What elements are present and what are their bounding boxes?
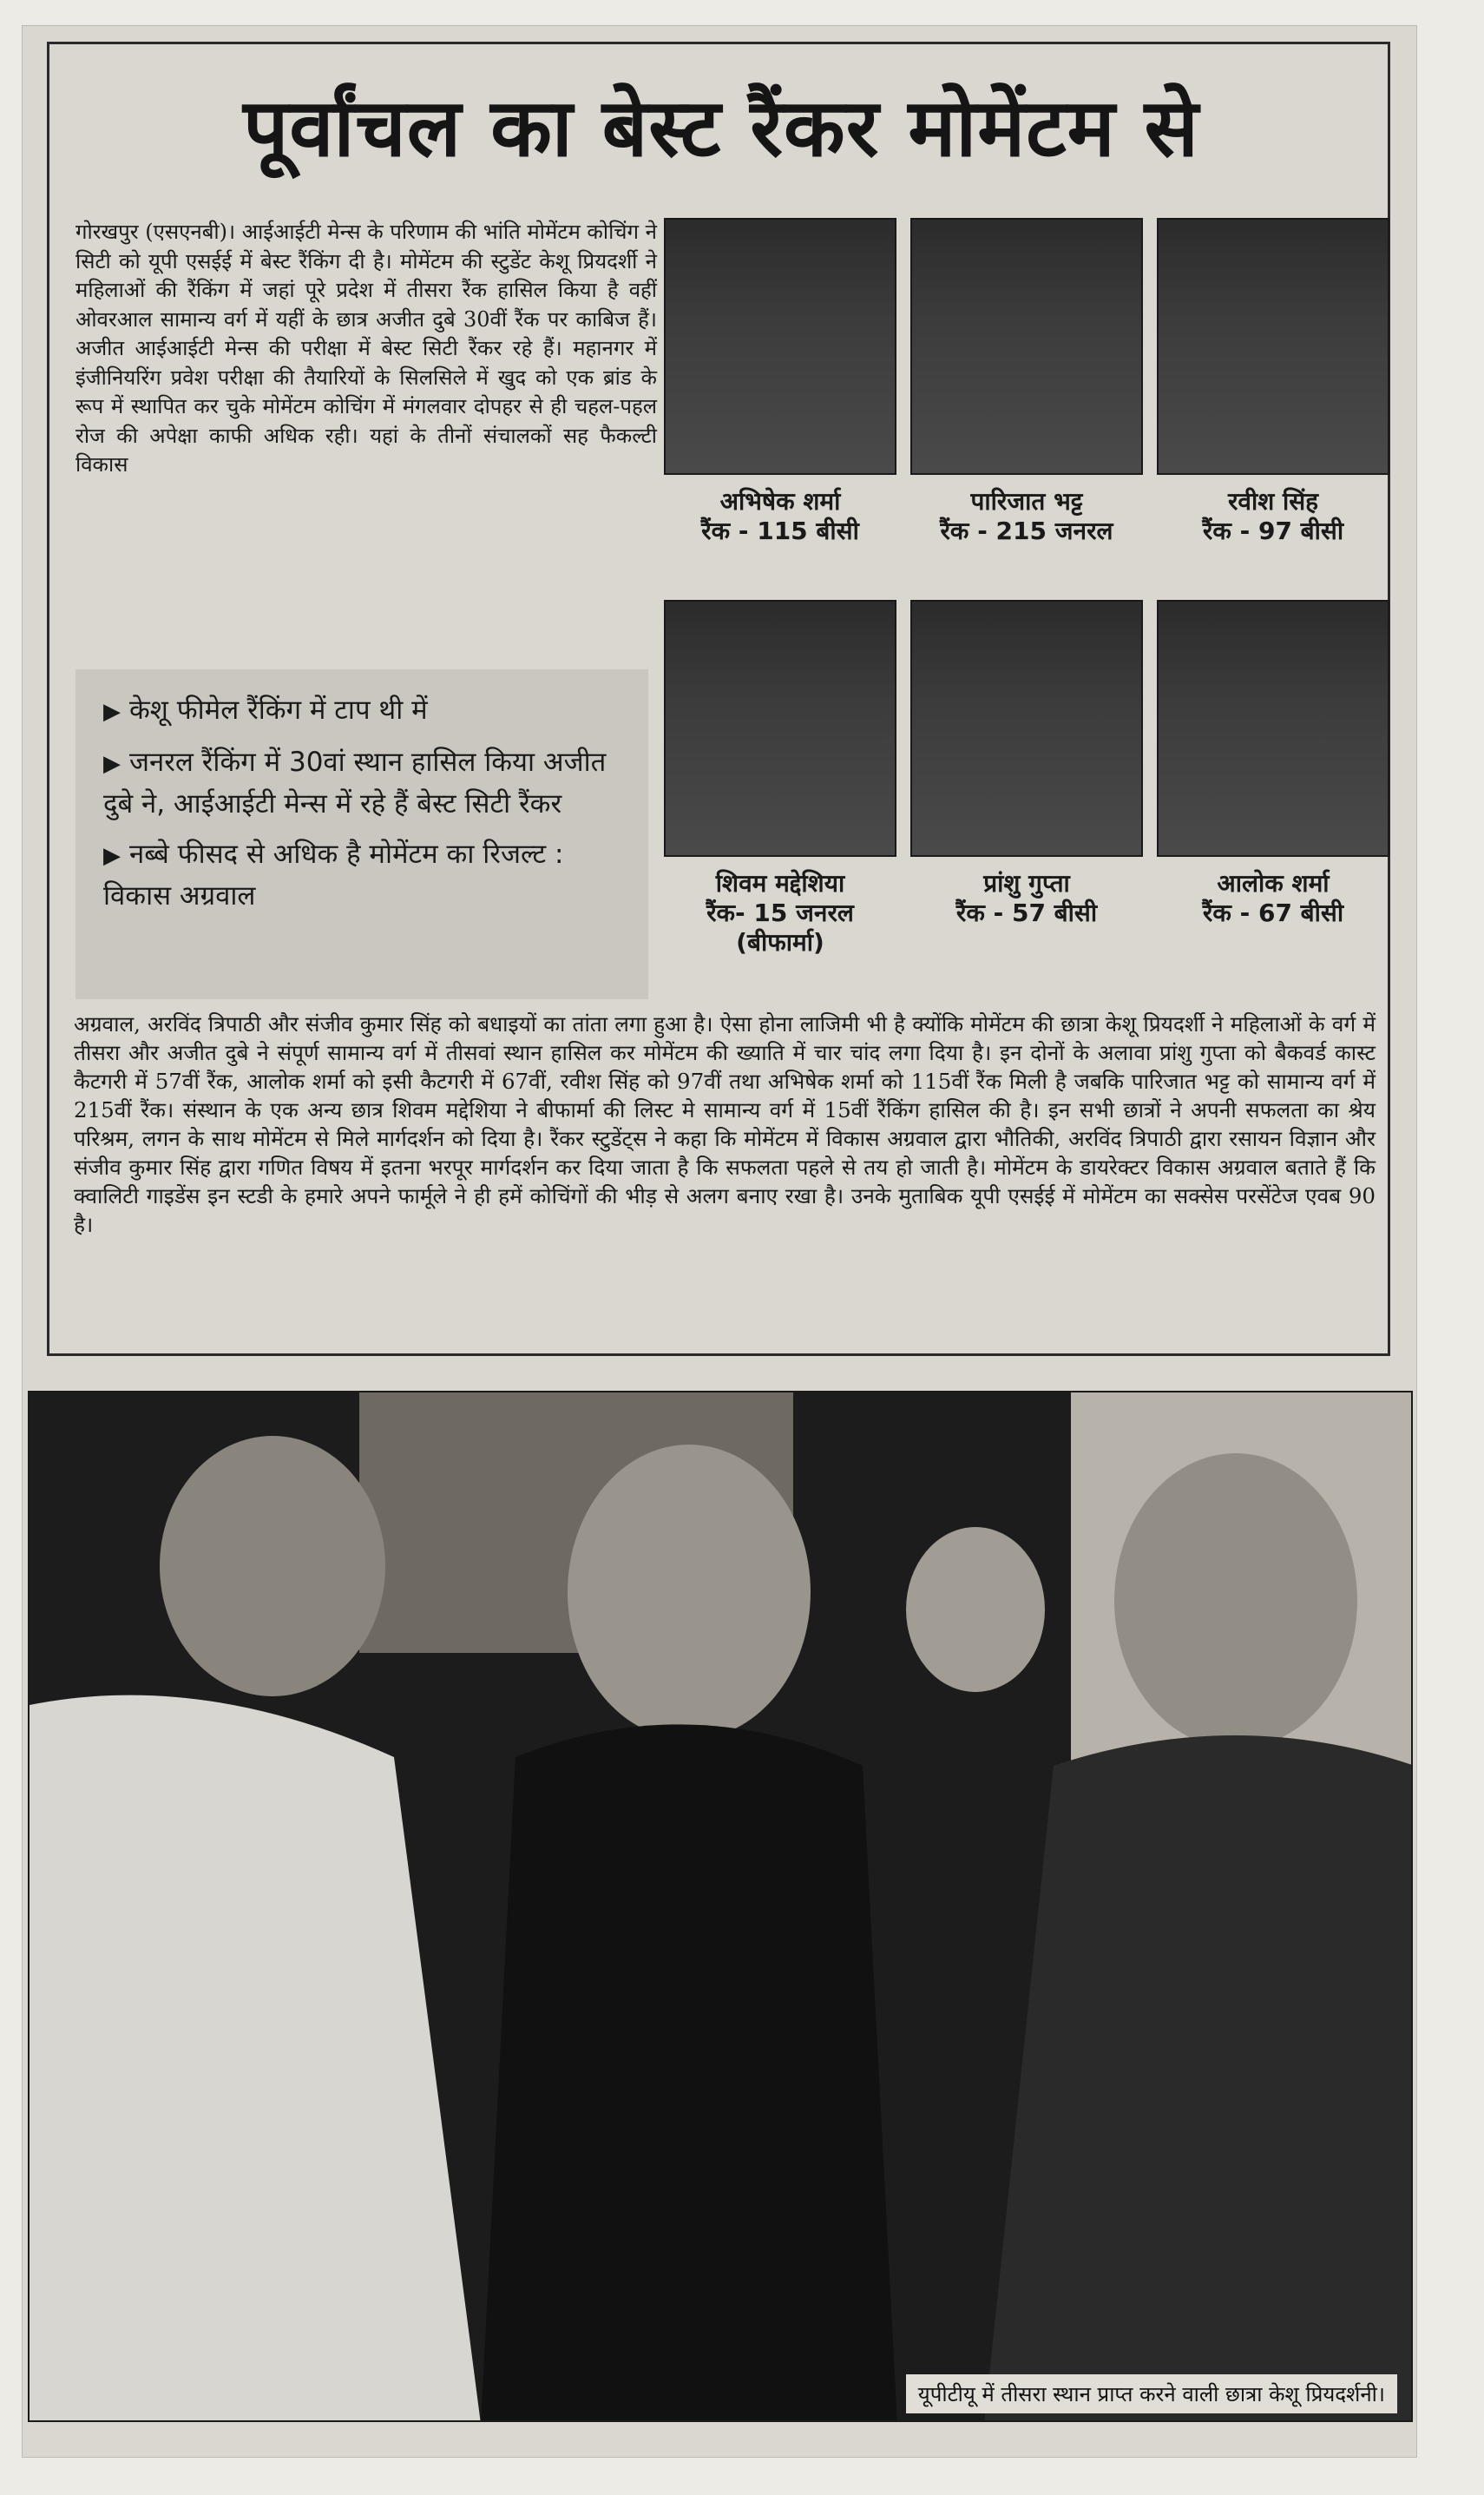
student-card [664, 218, 896, 546]
headline: पूर्वांचल का बेस्ट रैंकर मोमेंटम से [243, 82, 1199, 174]
arrow-bullet-icon: ▶ [103, 751, 121, 777]
article-box [47, 42, 1390, 1356]
student-rank: रैंक - 67 बीसी [1202, 899, 1344, 927]
student-name: आलोक शर्मा [1217, 869, 1330, 898]
student-rank: रैंक - 97 बीसी [1202, 517, 1344, 545]
student-card [910, 600, 1143, 928]
student-card [664, 600, 896, 958]
highlight-text: केशू फीमेल रैंकिंग में टाप थी में [129, 695, 428, 726]
newspaper-clipping [23, 26, 1416, 2457]
student-name: शिवम मद्देशिया [715, 869, 845, 898]
student-name: अभिषेक शर्मा [719, 487, 841, 516]
celebration-photo-art [30, 1392, 1413, 2422]
student-rank: रैंक- 15 जनरल (बीफार्मा) [706, 899, 854, 957]
student-portrait [910, 600, 1143, 857]
student-portrait [1157, 600, 1389, 857]
photo-caption: यूपीटीयू में तीसरा स्थान प्राप्त करने वाली छात्रा केशू प्रियदर्शनी। [906, 2374, 1397, 2413]
student-name: रवीश सिंह [1227, 487, 1319, 516]
highlight-text: जनरल रैंकिंग में 30वां स्थान हासिल किया अजीत दुबे ने, आईआईटी मेन्स में रहे हैं बेस्ट सिटी रैंकर [103, 747, 607, 820]
student-card [910, 218, 1143, 546]
student-photo-grid [664, 218, 1384, 999]
arrow-bullet-icon: ▶ [103, 843, 121, 869]
highlight-item [103, 834, 627, 916]
student-card [1157, 600, 1389, 928]
highlights-box [76, 669, 648, 999]
student-rank: रैंक - 115 बीसी [701, 517, 859, 545]
lead-paragraph: गोरखपुर (एसएनबी)। आईआईटी मेन्स के परिणाम की भांति मोमेंटम कोचिंग ने सिटी को यूपी एसईई में बेस्ट रैंकिंग दी है। मोमेंटम की स्टुडेंट केशू प्रियदर्शी ने महिलाओं की रैंकिंग में जहां पूरे प्रदेश में तीसरा रैंक हासिल किया है वहीं ओवरआल सामान्य वर्ग में यहीं के छात्र अजीत दुबे 30वीं रैंक पर काबिज हैं। अजीत आईआईटी मेन्स की परीक्षा में बेस्ट सिटी रैंकर रहे हैं। महानगर में इंजीनियरिंग प्रवेश परीक्षा की तैयारियों के सिलसिले में खुद को एक ब्रांड के रूप में स्थापित कर चुके मोमेंटम कोचिंग में मंगलवार दोपहर से ही चहल-पहल रोज की अपेक्षा काफी अधिक रही। यहां के तीनों संचालकों सह फैकल्टी विकास [76, 220, 657, 477]
student-portrait [664, 600, 896, 857]
student-rank: रैंक - 215 जनरल [940, 517, 1113, 545]
student-portrait [1157, 218, 1389, 475]
body-paragraph: अग्रवाल, अरविंद त्रिपाठी और संजीव कुमार सिंह को बधाइयों का तांता लगा हुआ है। ऐसा होना लाजिमी भी है क्योंकि मोमेंटम की छात्रा केशू प्रियदर्शी ने महिलाओं के वर्ग में तीसरा और अजीत दुबे ने संपूर्ण सामान्य वर्ग में तीसवां स्थान हासिल कर मोमेंटम की ख्याति में चार चांद लगा दिया है। इन दोनों के अलावा प्रांशु गुप्ता को बैकवर्ड कास्ट कैटगरी में 57वीं रैंक, आलोक शर्मा को इसी कैटगरी में 67वीं, रवीश सिंह को 97वीं तथा अभिषेक शर्मा को 115वीं रैंक मिली है जबकि पारिजात भट्ट को सामान्य वर्ग में 215वीं रैंक। संस्थान के एक अन्य छात्र शिवम मद्देशिया ने बीफार्मा की लिस्ट मे सामान्य वर्ग में 15वीं रैंकिंग हासिल की है। इन सभी छात्रों ने अपनी सफलता का श्रेय परिश्रम, लगन के साथ मोमेंटम से मिले मार्गदर्शन को दिया है। रैंकर स्टुडेंट्स ने कहा कि मोमेंटम में विकास अग्रवाल द्वारा भौतिकी, अरविंद त्रिपाठी द्वारा रसायन विज्ञान और संजीव कुमार सिंह द्वारा गणित विषय में इतना भरपूर मार्गदर्शन कर दिया जाता है कि सफलता पहले से तय हो जाती है। मोमेंटम के डायरेक्टर विकास अग्रवाल बताते हैं कि क्वालिटी गाइडेंस इन स्टडी के हमारे अपने फार्मूले ने ही हमें कोचिंगों की भीड़ से अलग बनाए रखा है। उनके मुताबिक यूपी एसईई में मोमेंटम का सक्सेस परसेंटेज एवब 90 है। [74, 1011, 1376, 1237]
student-name: पारिजात भट्ट [970, 487, 1083, 516]
student-name: प्रांशु गुप्ता [983, 869, 1070, 898]
highlight-text: नब्बे फीसद से अधिक है मोमेंटम का रिजल्ट : विकास अग्रवाल [103, 839, 564, 912]
student-portrait [910, 218, 1143, 475]
student-rank: रैंक - 57 बीसी [955, 899, 1098, 927]
highlight-item [103, 690, 627, 732]
celebration-photo [28, 1391, 1413, 2422]
student-card [1157, 218, 1389, 546]
student-portrait [664, 218, 896, 475]
highlight-item [103, 742, 627, 824]
arrow-bullet-icon: ▶ [103, 699, 121, 725]
